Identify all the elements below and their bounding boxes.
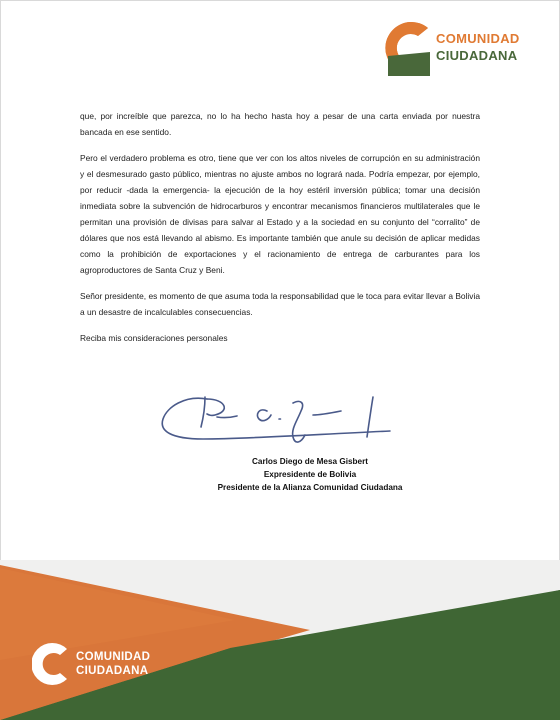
- paragraph-2: Pero el verdadero problema es otro, tiene que ver con los altos niveles de corrupción en su administración y el desmesurado gasto público, mientras no ajuste ambos no logrará nada. Podría empezar, por ejemplo, por reducir -dada la emergencia- la ejecución de la hoy estéril inversión pública; tomar una decisión inmediata sobre la subvención de hidrocarburos y encontrar mecanismos financieros multilaterales que le permitan una provisión de divisas para salvar al Estado y a la sociedad en su conjunto del “corralito” de dólares que nos está llevando al abismo. Es importante también que anule su decisión de aplicar medidas como la prohibición de exportaciones y el racionamiento de entrega de carburantes para los agroproductores de Santa Cruz y Beni.: [80, 153, 480, 275]
- footer-logo-line1: COMUNIDAD: [76, 651, 151, 663]
- footer-logo: [32, 640, 182, 690]
- signatory-block: [180, 455, 440, 494]
- paragraph-3: Señor presidente, es momento de que asuma toda la responsabilidad que le toca para evitar llevar a Bolivia a un desastre de incalculables consecuencias.: [80, 291, 480, 317]
- letter-body: [80, 108, 480, 356]
- header-logo: [384, 16, 534, 78]
- signatory-name: Carlos Diego de Mesa Gisbert: [251, 457, 369, 466]
- header-logo-line2: CIUDADANA: [436, 48, 518, 63]
- handwritten-signature: [155, 385, 395, 455]
- footer-logo-line2: CIUDADANA: [76, 665, 149, 677]
- logo-c-icon: [384, 16, 434, 78]
- header-logo-line1: COMUNIDAD: [436, 31, 520, 46]
- footer-logo-c-icon: [32, 640, 72, 688]
- paragraph-1: que, por increíble que parezca, no lo ha hecho hasta hoy a pesar de una carta enviada por nuestra bancada en ese sentido.: [80, 111, 480, 137]
- paragraph-4: Reciba mis consideraciones personales: [80, 333, 228, 343]
- signatory-title-2: Presidente de la Alianza Comunidad Ciudadana: [217, 483, 403, 492]
- signatory-title-1: Expresidente de Bolivia: [263, 470, 357, 479]
